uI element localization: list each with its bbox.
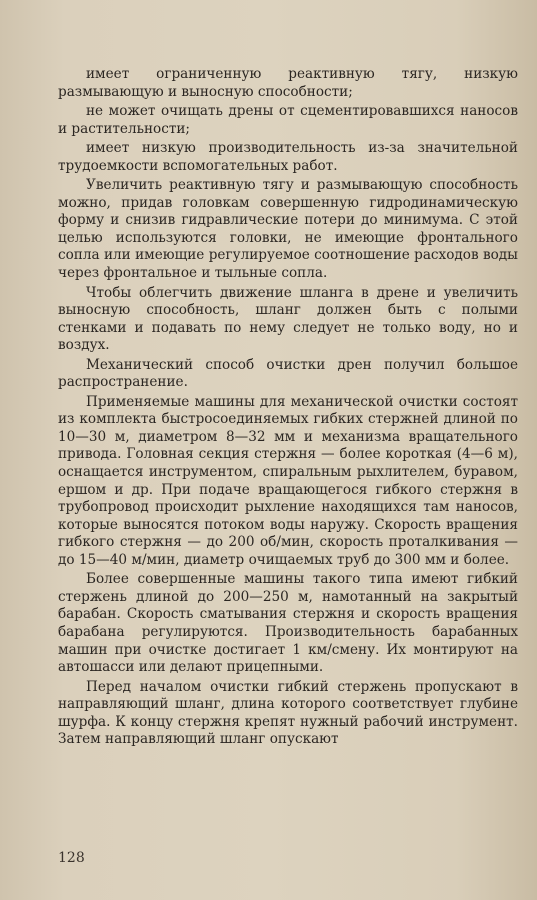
page-number: 128 bbox=[58, 850, 85, 866]
paragraph-9: Перед началом очистки гибкий стержень пропускают в направляющий шланг, длина которого соответствует глубине шурфа. К концу стержня крепят нужный рабочий инструмент. Затем направляющий шланг опускают bbox=[58, 678, 518, 748]
page-body-text bbox=[58, 66, 518, 749]
paragraph-5: Чтобы облегчить движение шланга в дрене и увеличить выносную способность, шланг должен быть с полыми стенками и подавать по нему следует не только воду, но и воздух. bbox=[58, 284, 518, 354]
paragraph-2: не может очищать дрены от сцементировавшихся наносов и растительности; bbox=[58, 103, 518, 137]
paragraph-1: имеет ограниченную реактивную тягу, низкую размывающую и выносную способности; bbox=[58, 66, 518, 100]
paragraph-6: Механический способ очистки дрен получил большое распространение. bbox=[58, 356, 518, 391]
paragraph-8: Более совершенные машины такого типа имеют гибкий стержень длиной до 200—250 м, намотанный на закрытый барабан. Скорость сматывания стержня и скорость вращения барабана регулируются. Производительность барабанных машин при очистке достигает 1 км/смену. Их монтируют на автошасси или делают прицепными. bbox=[58, 571, 518, 676]
paragraph-4: Увеличить реактивную тягу и размывающую способность можно, придав головкам совершенную гидродинамическую форму и снизив гидравлические потери до минимума. С этой целью используются головки, не имеющие фронтального сопла или имеющие регулируемое соотношение расходов воды через фронтальное и тыльные сопла. bbox=[58, 177, 518, 282]
paragraph-7: Применяемые машины для механической очистки состоят из комплекта быстросоединяемых гибких стержней длиной по 10—30 м, диаметром 8—32 мм и механизма вращательного привода. Головная секция стержня — более короткая (4—6 м), оснащается инструментом, спиральным рыхлителем, буравом, ершом и др. При подаче вращающегося гибкого стержня в трубопровод происходит рыхление находящихся там наносов, которые выносятся потоком воды наружу. Скорость вращения гибкого стержня — до 200 об/мин, скорость проталкивания — до 15—40 м/мин, диаметр очищаемых труб до 300 мм и более. bbox=[58, 393, 518, 568]
paragraph-3: имеет низкую производительность из-за значительной трудоемкости вспомогательных работ. bbox=[58, 140, 518, 174]
